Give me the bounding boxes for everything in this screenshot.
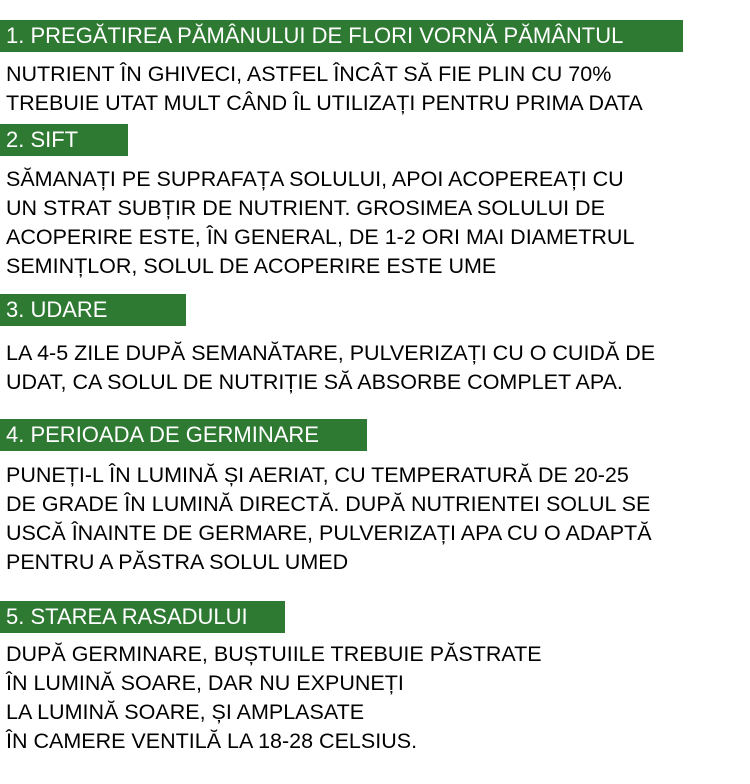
section-1-heading: 1. PREGĂTIREA PĂMÂNULUI DE FLORI VORNĂ PĂMÂNTUL xyxy=(0,20,683,52)
text-line: ACOPERIRE ESTE, ÎN GENERAL, DE 1-2 ORI MAI DIAMETRUL xyxy=(6,225,635,249)
section-1-text xyxy=(6,60,643,118)
text-line: NUTRIENT ÎN GHIVECI, ASTFEL ÎNCÂT SĂ FIE PLIN CU 70% xyxy=(6,62,612,86)
section-5-text xyxy=(6,640,542,756)
section-2-text xyxy=(6,165,634,281)
text-line: SEMINȚLOR, SOLUL DE ACOPERIRE ESTE UME xyxy=(6,254,497,278)
section-3-text xyxy=(6,339,655,397)
text-line: DE GRADE ÎN LUMINĂ DIRECTĂ. DUPĂ NUTRIENTEI SOLUL SE xyxy=(6,492,651,516)
text-line: PUNEȚI-L ÎN LUMINĂ ȘI AERIAT, CU TEMPERATURĂ DE 20-25 xyxy=(6,463,629,487)
text-line: SĂMANAȚI PE SUPRAFAȚA SOLULUI, APOI ACOPEREAȚI CU xyxy=(6,167,624,191)
section-4-text xyxy=(6,461,652,577)
text-line: ÎN LUMINĂ SOARE, DAR NU EXPUNEȚI xyxy=(6,671,404,695)
text-line: ÎN CAMERE VENTILĂ LA 18-28 CELSIUS. xyxy=(6,729,418,753)
text-line: LA LUMINĂ SOARE, ȘI AMPLASATE xyxy=(6,700,365,724)
section-4-heading: 4. PERIOADA DE GERMINARE xyxy=(0,419,367,451)
text-line: LA 4-5 ZILE DUPĂ SEMANĂTARE, PULVERIZAȚI CU O CUIDĂ DE xyxy=(6,341,656,365)
text-line: UDAT, CA SOLUL DE NUTRIȚIE SĂ ABSORBE COMPLET APA. xyxy=(6,370,623,394)
text-line: TREBUIE UTAT MULT CÂND ÎL UTILIZAȚI PENTRU PRIMA DATA xyxy=(6,91,643,115)
text-line: USCĂ ÎNAINTE DE GERMARE, PULVERIZAȚI APA CU O ADAPTĂ xyxy=(6,521,652,545)
text-line: PENTRU A PĂSTRA SOLUL UMED xyxy=(6,550,349,574)
section-2-heading: 2. SIFT xyxy=(0,124,128,156)
text-line: DUPĂ GERMINARE, BUȘTUIILE TREBUIE PĂSTRATE xyxy=(6,642,542,666)
section-5-heading: 5. STAREA RASADULUI xyxy=(0,601,285,633)
text-line: UN STRAT SUBȚIR DE NUTRIENT. GROSIMEA SOLULUI DE xyxy=(6,196,605,220)
section-3-heading: 3. UDARE xyxy=(0,294,186,326)
